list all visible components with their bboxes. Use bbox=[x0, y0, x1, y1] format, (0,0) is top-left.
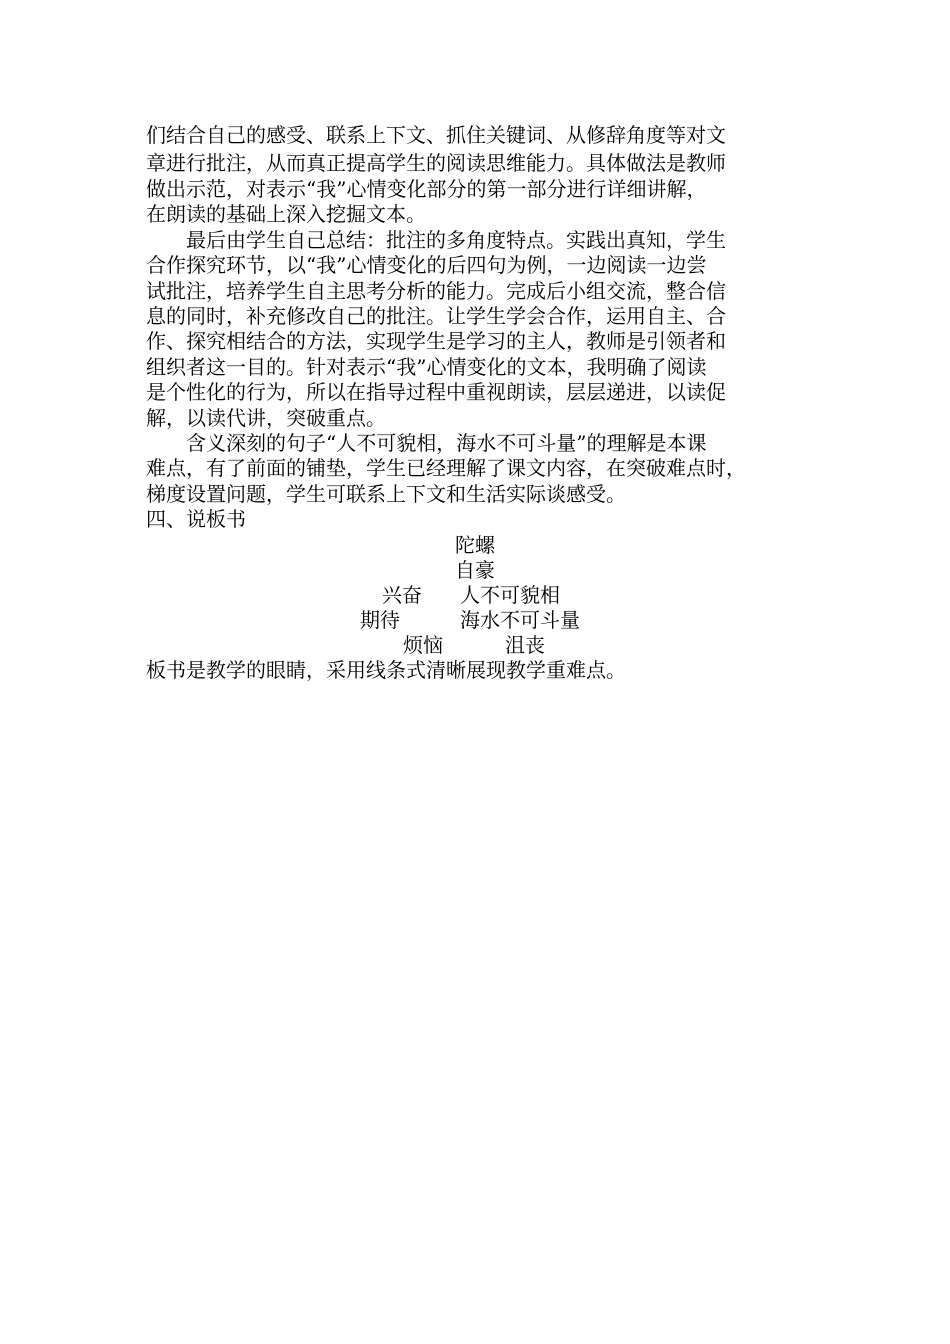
paragraph-line: 最后由学生自己总结：批注的多角度特点。实践出真知，学生 bbox=[146, 228, 726, 252]
closing-line: 板书是教学的眼睛，采用线条式清晰展现教学重难点。 bbox=[146, 658, 626, 682]
paragraph-line: 做出示范，对表示“我”心情变化部分的第一部分进行详细讲解， bbox=[146, 177, 707, 201]
paragraph-line: 含义深刻的句子“人不可貌相，海水不可斗量”的理解是本课 bbox=[146, 431, 707, 455]
board-subtitle: 自豪 bbox=[455, 558, 495, 582]
paragraph-line: 章进行批注，从而真正提高学生的阅读思维能力。具体做法是教师 bbox=[146, 151, 726, 175]
paragraph-line: 试批注，培养学生自主思考分析的能力。完成后小组交流，整合信 bbox=[146, 279, 726, 303]
paragraph-line: 是个性化的行为，所以在指导过程中重视朗读，层层递进，以读促 bbox=[146, 380, 726, 404]
board-row2-left: 期待 bbox=[360, 608, 400, 632]
board-title: 陀螺 bbox=[455, 533, 495, 557]
paragraph-line: 作、探究相结合的方法，实现学生是学习的主人，教师是引领者和 bbox=[146, 329, 726, 353]
paragraph-line: 组织者这一目的。针对表示“我”心情变化的文本，我明确了阅读 bbox=[146, 355, 707, 379]
board-row2-right: 海水不可斗量 bbox=[460, 608, 580, 632]
paragraph-line: 梯度设置问题，学生可联系上下文和生活实际谈感受。 bbox=[146, 482, 626, 506]
paragraph-line: 息的同时，补充修改自己的批注。让学生学会合作，运用自主、合 bbox=[146, 304, 726, 328]
board-row1-right: 人不可貌相 bbox=[460, 583, 560, 607]
board-row1-left: 兴奋 bbox=[382, 583, 422, 607]
paragraph-line: 合作探究环节，以“我”心情变化的后四句为例，一边阅读一边尝 bbox=[146, 253, 707, 277]
paragraph-line: 们结合自己的感受、联系上下文、抓住关键词、从修辞角度等对文 bbox=[146, 123, 726, 147]
paragraph-line: 解，以读代讲，突破重点。 bbox=[146, 406, 386, 430]
board-row3-right: 沮丧 bbox=[505, 633, 545, 657]
paragraph-line: 难点，有了前面的铺垫，学生已经理解了课文内容，在突破难点时， bbox=[146, 456, 746, 480]
board-row3-left: 烦恼 bbox=[403, 633, 443, 657]
paragraph-line: 在朗读的基础上深入挖掘文本。 bbox=[146, 202, 426, 226]
section-heading: 四、说板书 bbox=[146, 507, 246, 531]
